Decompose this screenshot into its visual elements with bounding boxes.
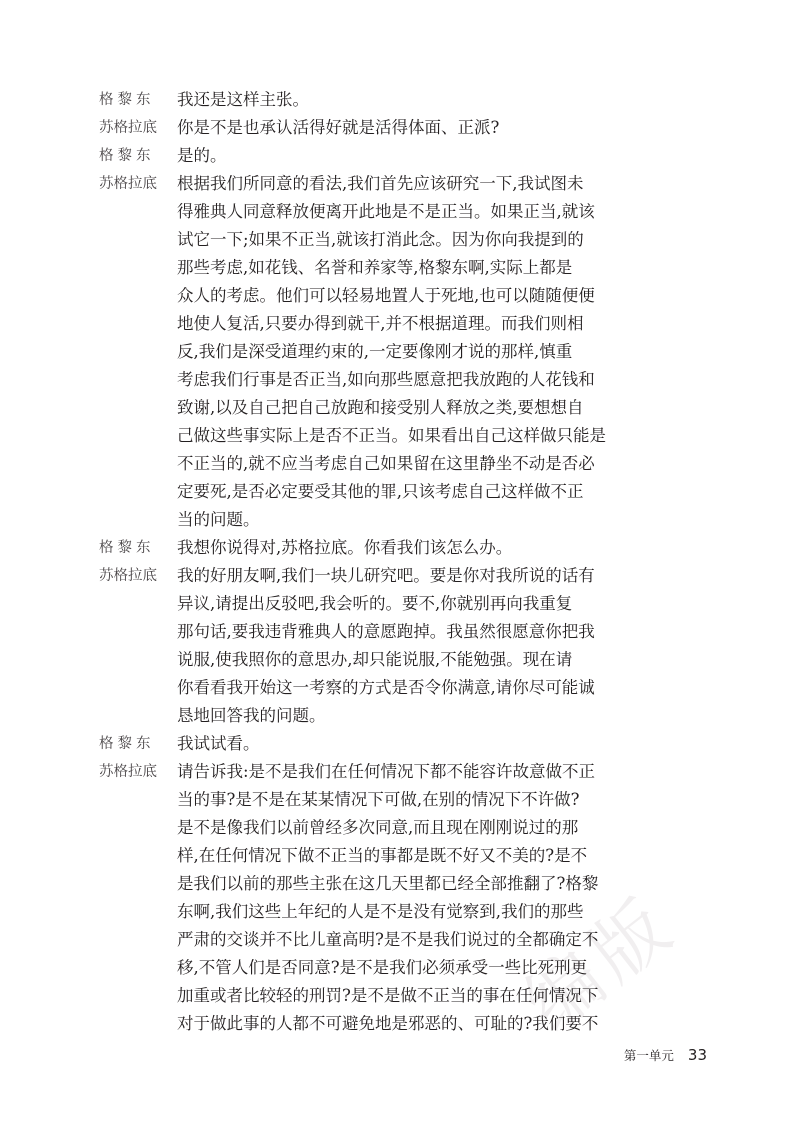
speech-text — [177, 170, 609, 534]
speech-line: 我的好朋友啊,我们一块儿研究吧。要是你对我所说的话有 — [177, 566, 595, 585]
speech-text — [177, 758, 609, 1038]
watermark-char: 版 — [574, 884, 686, 999]
speech-line: 反,我们是深受道理约束的,一定要像刚才说的那样,慎重 — [177, 342, 573, 361]
speech-text — [177, 730, 609, 758]
speaker-name: 苏格拉底 — [99, 120, 157, 136]
speech-text — [177, 534, 609, 562]
speech-line: 你是不是也承认活得好就是活得体面、正派? — [177, 118, 500, 137]
speech-line: 是不是像我们以前曾经多次同意,而且现在刚刚说过的那 — [177, 818, 579, 837]
speech-line: 当的事?是不是在某某情况下可做,在别的情况下不许做? — [177, 790, 580, 809]
speaker-name: 格黎东 — [99, 736, 155, 752]
speech-line: 加重或者比较轻的刑罚?是不是做不正当的事在任何情况下 — [177, 986, 599, 1005]
dialogue — [99, 86, 619, 1038]
speech-line: 定要死,是否必定要受其他的罪,只该考虑自己这样做不正 — [177, 482, 584, 501]
dialogue-entry — [99, 534, 619, 562]
speaker-name: 苏格拉底 — [99, 568, 157, 584]
speech-line: 说服,使我照你的意思办,却只能说服,不能勉强。现在请 — [177, 650, 573, 669]
dialogue-entry — [99, 170, 619, 534]
speech-line: 地使人复活,只要办得到就干,并不根据道理。而我们则相 — [177, 314, 584, 333]
speaker-name: 格黎东 — [99, 540, 155, 556]
page-number: 33 — [687, 1046, 707, 1064]
speech-line: 我还是这样主张。 — [177, 90, 309, 109]
speech-line: 考虑我们行事是否正当,如向那些愿意把我放跑的人花钱和 — [177, 370, 595, 389]
speech-line: 样,在任何情况下做不正当的事都是既不好又不美的?是不 — [177, 846, 588, 865]
speaker-name: 苏格拉底 — [99, 176, 157, 192]
speech-line: 请告诉我:是不是我们在任何情况下都不能容许故意做不正 — [177, 762, 596, 781]
speech-line: 试它一下;如果不正当,就该打消此念。因为你向我提到的 — [177, 230, 584, 249]
page-footer — [624, 1046, 707, 1064]
speech-line: 得雅典人同意释放便离开此地是不是正当。如果正当,就该 — [177, 202, 595, 221]
speech-line: 对于做此事的人都不可避免地是邪恶的、可耻的?我们要不 — [177, 1014, 599, 1033]
speech-text — [177, 114, 609, 142]
speech-line: 不正当的,就不应当考虑自己如果留在这里静坐不动是否必 — [177, 454, 595, 473]
speech-line: 致谢,以及自己把自己放跑和接受别人释放之类,要想想自 — [177, 398, 584, 417]
dialogue-entry — [99, 758, 619, 1038]
speech-text — [177, 142, 609, 170]
speech-line: 那些考虑,如花钱、名誉和养家等,格黎东啊,实际上都是 — [177, 258, 573, 277]
speech-line: 异议,请提出反驳吧,我会听的。要不,你就别再向我重复 — [177, 594, 573, 613]
dialogue-entry — [99, 562, 619, 730]
speech-line: 我试试看。 — [177, 734, 260, 753]
dialogue-entry — [99, 114, 619, 142]
speech-line: 你看看我开始这一考察的方式是否令你满意,请你尽可能诚 — [177, 678, 595, 697]
speech-line: 东啊,我们这些上年纪的人是不是没有觉察到,我们的那些 — [177, 902, 584, 921]
watermark-char: 编 — [509, 935, 622, 1049]
speech-line: 我想你说得对,苏格拉底。你看我们该怎么办。 — [177, 538, 513, 557]
speech-line: 是的。 — [177, 146, 227, 165]
speech-line: 是我们以前的那些主张在这几天里都已经全部推翻了?格黎 — [177, 874, 599, 893]
speech-line: 根据我们所同意的看法,我们首先应该研究一下,我试图未 — [177, 174, 584, 193]
speaker-name: 格黎东 — [99, 148, 155, 164]
speech-line: 那句话,要我违背雅典人的意愿跑掉。我虽然很愿意你把我 — [177, 622, 595, 641]
speech-line: 众人的考虑。他们可以轻易地置人于死地,也可以随随便便 — [177, 286, 595, 305]
unit-label: 第一单元 — [623, 1048, 674, 1063]
speaker-name: 苏格拉底 — [99, 764, 157, 780]
speech-line: 移,不管人们是否同意?是不是我们必须承受一些比死刑更 — [177, 958, 588, 977]
dialogue-entry — [99, 86, 619, 114]
speech-line: 恳地回答我的问题。 — [177, 706, 326, 725]
dialogue-entry — [99, 730, 619, 758]
speech-text — [177, 86, 609, 114]
speech-line: 严肃的交谈并不比儿童高明?是不是我们说过的全都确定不 — [177, 930, 599, 949]
speaker-name: 格黎东 — [99, 92, 155, 108]
speech-text — [177, 562, 609, 730]
dialogue-entry — [99, 142, 619, 170]
speech-line: 己做这些事实际上是否不正当。如果看出自己这样做只能是 — [177, 426, 606, 445]
speech-line: 当的问题。 — [177, 510, 260, 529]
